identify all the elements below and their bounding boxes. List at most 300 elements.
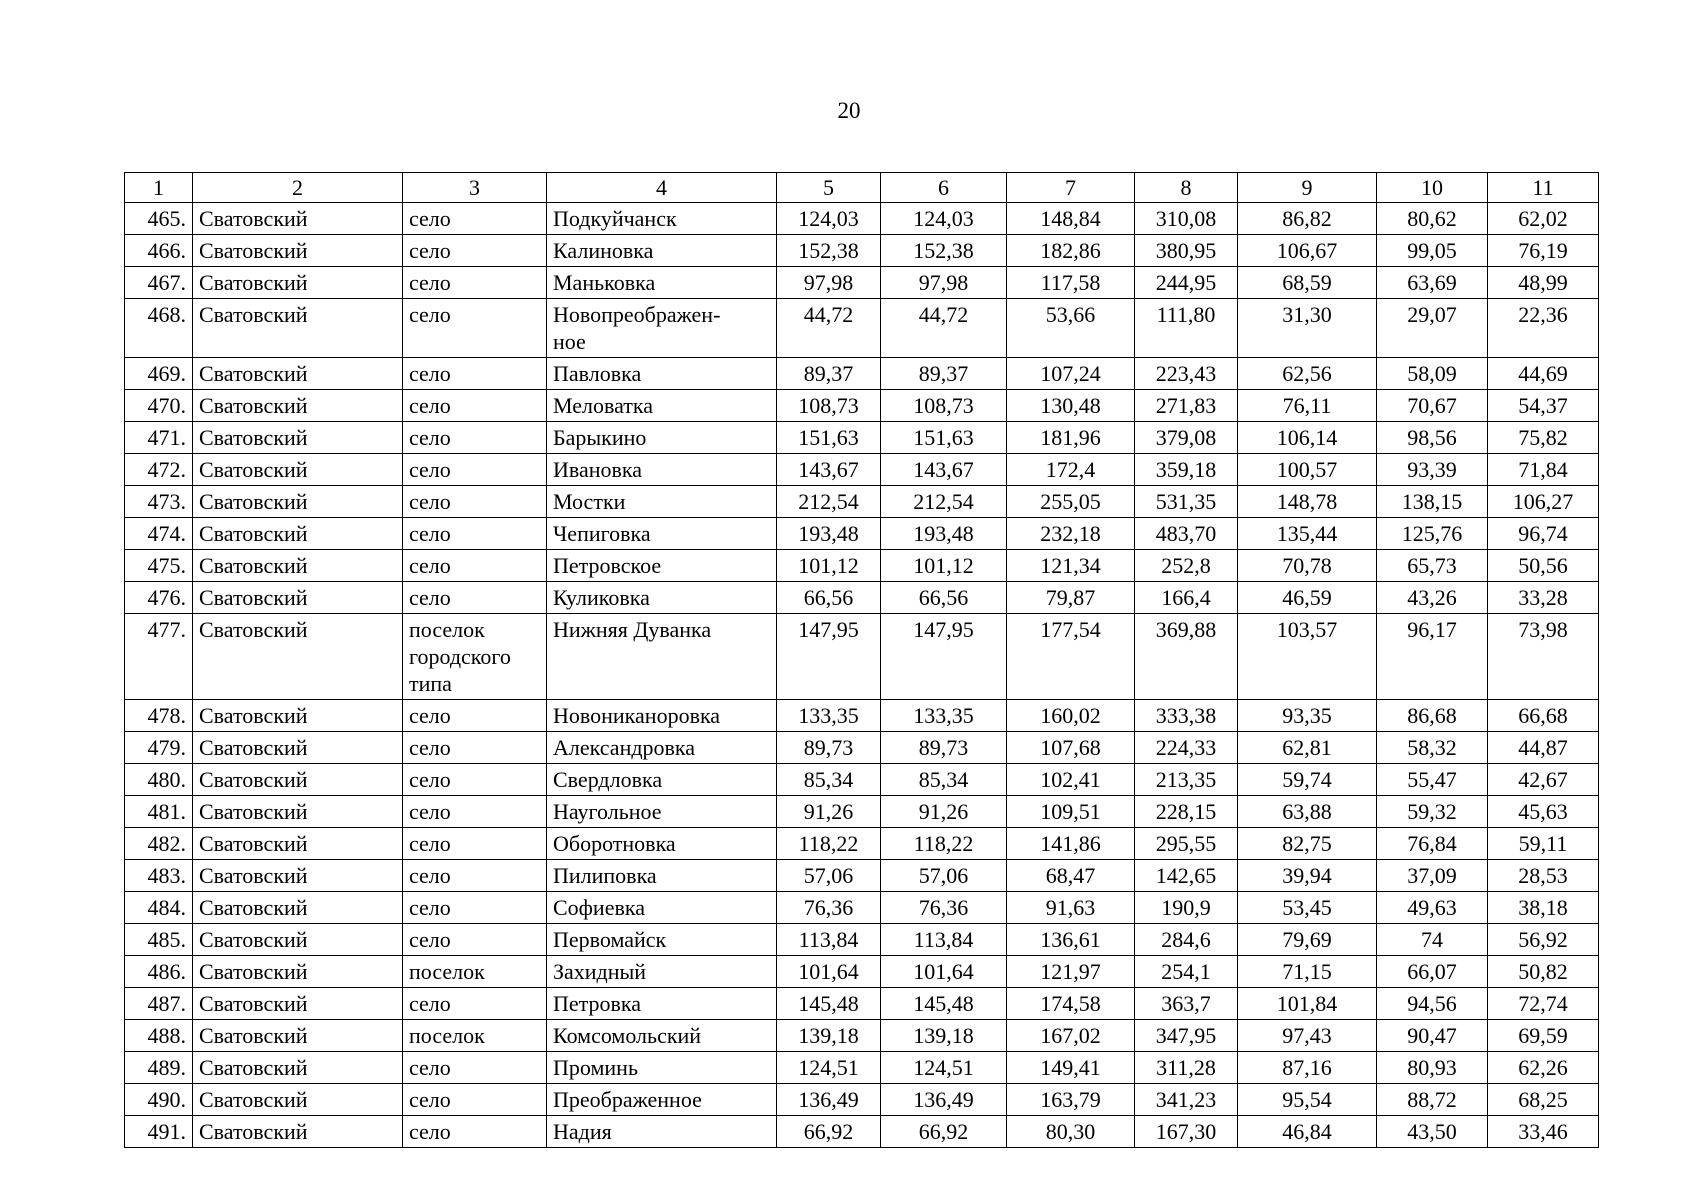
value-col-10: 43,26 — [1377, 582, 1488, 614]
settlement-type: село — [403, 732, 547, 764]
value-col-5: 89,37 — [777, 358, 881, 390]
value-col-11: 33,28 — [1488, 582, 1599, 614]
settlement-type: село — [403, 203, 547, 235]
value-col-8: 341,23 — [1135, 1084, 1238, 1116]
value-col-7: 53,66 — [1007, 299, 1135, 358]
settlement-type: село — [403, 700, 547, 732]
row-number: 491. — [125, 1116, 193, 1148]
value-col-10: 43,50 — [1377, 1116, 1488, 1148]
value-col-5: 147,95 — [777, 614, 881, 700]
table-row — [125, 764, 1599, 796]
value-col-8: 228,15 — [1135, 796, 1238, 828]
value-col-7: 107,24 — [1007, 358, 1135, 390]
value-col-9: 100,57 — [1238, 454, 1377, 486]
settlement-name: Петровское — [547, 550, 777, 582]
value-col-7: 160,02 — [1007, 700, 1135, 732]
table-row — [125, 1116, 1599, 1148]
value-col-11: 50,82 — [1488, 956, 1599, 988]
table-row — [125, 988, 1599, 1020]
settlement-type: село — [403, 358, 547, 390]
settlement-name: Пилиповка — [547, 860, 777, 892]
district: Сватовский — [193, 550, 403, 582]
row-number: 484. — [125, 892, 193, 924]
row-number: 479. — [125, 732, 193, 764]
row-number: 488. — [125, 1020, 193, 1052]
district: Сватовский — [193, 358, 403, 390]
value-col-11: 71,84 — [1488, 454, 1599, 486]
table-row — [125, 422, 1599, 454]
value-col-8: 254,1 — [1135, 956, 1238, 988]
column-header-10: 10 — [1377, 173, 1488, 203]
value-col-8: 190,9 — [1135, 892, 1238, 924]
table-row — [125, 267, 1599, 299]
value-col-11: 62,26 — [1488, 1052, 1599, 1084]
value-col-7: 232,18 — [1007, 518, 1135, 550]
value-col-5: 66,56 — [777, 582, 881, 614]
value-col-9: 93,35 — [1238, 700, 1377, 732]
settlement-type: поселок — [403, 956, 547, 988]
value-col-5: 151,63 — [777, 422, 881, 454]
value-col-6: 152,38 — [881, 235, 1007, 267]
settlement-name: Барыкино — [547, 422, 777, 454]
value-col-9: 87,16 — [1238, 1052, 1377, 1084]
value-col-6: 97,98 — [881, 267, 1007, 299]
district: Сватовский — [193, 454, 403, 486]
value-col-5: 212,54 — [777, 486, 881, 518]
value-col-9: 76,11 — [1238, 390, 1377, 422]
value-col-10: 58,32 — [1377, 732, 1488, 764]
value-col-5: 118,22 — [777, 828, 881, 860]
value-col-7: 149,41 — [1007, 1052, 1135, 1084]
value-col-5: 97,98 — [777, 267, 881, 299]
value-col-5: 143,67 — [777, 454, 881, 486]
table-row — [125, 614, 1599, 700]
settlement-type: село — [403, 550, 547, 582]
value-col-8: 311,28 — [1135, 1052, 1238, 1084]
value-col-7: 141,86 — [1007, 828, 1135, 860]
value-col-9: 63,88 — [1238, 796, 1377, 828]
value-col-8: 333,38 — [1135, 700, 1238, 732]
value-col-6: 44,72 — [881, 299, 1007, 358]
value-col-7: 172,4 — [1007, 454, 1135, 486]
settlement-type: село — [403, 518, 547, 550]
settlement-type: село — [403, 390, 547, 422]
value-col-7: 79,87 — [1007, 582, 1135, 614]
value-col-9: 62,81 — [1238, 732, 1377, 764]
value-col-6: 113,84 — [881, 924, 1007, 956]
settlement-type: село — [403, 235, 547, 267]
value-col-9: 70,78 — [1238, 550, 1377, 582]
value-col-9: 39,94 — [1238, 860, 1377, 892]
table-row — [125, 1084, 1599, 1116]
row-number: 480. — [125, 764, 193, 796]
value-col-7: 91,63 — [1007, 892, 1135, 924]
value-col-11: 96,74 — [1488, 518, 1599, 550]
value-col-8: 166,4 — [1135, 582, 1238, 614]
value-col-5: 101,64 — [777, 956, 881, 988]
settlement-type: село — [403, 1116, 547, 1148]
district: Сватовский — [193, 892, 403, 924]
column-header-8: 8 — [1135, 173, 1238, 203]
value-col-8: 347,95 — [1135, 1020, 1238, 1052]
value-col-9: 62,56 — [1238, 358, 1377, 390]
value-col-10: 90,47 — [1377, 1020, 1488, 1052]
value-col-10: 49,63 — [1377, 892, 1488, 924]
value-col-9: 46,59 — [1238, 582, 1377, 614]
value-col-9: 97,43 — [1238, 1020, 1377, 1052]
district: Сватовский — [193, 267, 403, 299]
value-col-11: 56,92 — [1488, 924, 1599, 956]
settlement-name: Первомайск — [547, 924, 777, 956]
value-col-5: 136,49 — [777, 1084, 881, 1116]
settlement-name: Александровка — [547, 732, 777, 764]
value-col-10: 94,56 — [1377, 988, 1488, 1020]
value-col-9: 31,30 — [1238, 299, 1377, 358]
table-row — [125, 203, 1599, 235]
value-col-11: 76,19 — [1488, 235, 1599, 267]
value-col-5: 57,06 — [777, 860, 881, 892]
value-col-10: 99,05 — [1377, 235, 1488, 267]
table-row — [125, 860, 1599, 892]
value-col-10: 138,15 — [1377, 486, 1488, 518]
value-col-11: 72,74 — [1488, 988, 1599, 1020]
value-col-5: 193,48 — [777, 518, 881, 550]
header-row — [125, 173, 1599, 203]
value-col-11: 44,87 — [1488, 732, 1599, 764]
value-col-6: 66,92 — [881, 1116, 1007, 1148]
table-row — [125, 518, 1599, 550]
value-col-8: 295,55 — [1135, 828, 1238, 860]
value-col-10: 70,67 — [1377, 390, 1488, 422]
settlement-type: село — [403, 299, 547, 358]
row-number: 469. — [125, 358, 193, 390]
value-col-5: 108,73 — [777, 390, 881, 422]
value-col-10: 125,76 — [1377, 518, 1488, 550]
value-col-10: 74 — [1377, 924, 1488, 956]
value-col-11: 75,82 — [1488, 422, 1599, 454]
settlement-name: Надия — [547, 1116, 777, 1148]
district: Сватовский — [193, 700, 403, 732]
settlement-type: село — [403, 764, 547, 796]
district: Сватовский — [193, 422, 403, 454]
column-header-6: 6 — [881, 173, 1007, 203]
value-col-8: 142,65 — [1135, 860, 1238, 892]
value-col-10: 65,73 — [1377, 550, 1488, 582]
settlement-type: поселок — [403, 1020, 547, 1052]
value-col-11: 33,46 — [1488, 1116, 1599, 1148]
table-row — [125, 828, 1599, 860]
settlement-type: село — [403, 988, 547, 1020]
row-number: 489. — [125, 1052, 193, 1084]
value-col-10: 55,47 — [1377, 764, 1488, 796]
column-header-2: 2 — [193, 173, 403, 203]
value-col-9: 148,78 — [1238, 486, 1377, 518]
row-number: 485. — [125, 924, 193, 956]
value-col-10: 37,09 — [1377, 860, 1488, 892]
value-col-11: 66,68 — [1488, 700, 1599, 732]
settlement-type: село — [403, 860, 547, 892]
row-number: 465. — [125, 203, 193, 235]
value-col-8: 213,35 — [1135, 764, 1238, 796]
value-col-8: 284,6 — [1135, 924, 1238, 956]
value-col-10: 80,93 — [1377, 1052, 1488, 1084]
district: Сватовский — [193, 828, 403, 860]
value-col-11: 44,69 — [1488, 358, 1599, 390]
table-row — [125, 582, 1599, 614]
value-col-8: 252,8 — [1135, 550, 1238, 582]
row-number: 481. — [125, 796, 193, 828]
district: Сватовский — [193, 1084, 403, 1116]
settlement-type: село — [403, 422, 547, 454]
value-col-11: 59,11 — [1488, 828, 1599, 860]
value-col-10: 29,07 — [1377, 299, 1488, 358]
value-col-10: 76,84 — [1377, 828, 1488, 860]
value-col-5: 124,51 — [777, 1052, 881, 1084]
value-col-8: 310,08 — [1135, 203, 1238, 235]
page-number: 20 — [837, 98, 861, 123]
value-col-11: 22,36 — [1488, 299, 1599, 358]
settlement-name: Захидный — [547, 956, 777, 988]
settlement-name: Куликовка — [547, 582, 777, 614]
value-col-5: 145,48 — [777, 988, 881, 1020]
settlement-type: село — [403, 796, 547, 828]
value-col-9: 68,59 — [1238, 267, 1377, 299]
settlement-name: Подкуйчанск — [547, 203, 777, 235]
table-row — [125, 235, 1599, 267]
settlement-name: Нижняя Дуванка — [547, 614, 777, 700]
value-col-9: 79,69 — [1238, 924, 1377, 956]
value-col-7: 177,54 — [1007, 614, 1135, 700]
value-col-6: 91,26 — [881, 796, 1007, 828]
value-col-10: 88,72 — [1377, 1084, 1488, 1116]
settlement-name: Маньковка — [547, 267, 777, 299]
value-col-6: 193,48 — [881, 518, 1007, 550]
value-col-11: 69,59 — [1488, 1020, 1599, 1052]
value-col-9: 53,45 — [1238, 892, 1377, 924]
row-number: 474. — [125, 518, 193, 550]
value-col-10: 59,32 — [1377, 796, 1488, 828]
value-col-6: 133,35 — [881, 700, 1007, 732]
value-col-11: 106,27 — [1488, 486, 1599, 518]
district: Сватовский — [193, 732, 403, 764]
value-col-6: 136,49 — [881, 1084, 1007, 1116]
value-col-11: 45,63 — [1488, 796, 1599, 828]
settlement-type: село — [403, 267, 547, 299]
value-col-7: 68,47 — [1007, 860, 1135, 892]
district: Сватовский — [193, 860, 403, 892]
value-col-7: 182,86 — [1007, 235, 1135, 267]
district: Сватовский — [193, 988, 403, 1020]
value-col-11: 50,56 — [1488, 550, 1599, 582]
value-col-8: 379,08 — [1135, 422, 1238, 454]
district: Сватовский — [193, 582, 403, 614]
settlement-name: Софиевка — [547, 892, 777, 924]
settlement-type: село — [403, 892, 547, 924]
table-row — [125, 550, 1599, 582]
value-col-7: 107,68 — [1007, 732, 1135, 764]
district: Сватовский — [193, 796, 403, 828]
settlement-type: село — [403, 924, 547, 956]
value-col-8: 167,30 — [1135, 1116, 1238, 1148]
value-col-11: 28,53 — [1488, 860, 1599, 892]
value-col-7: 121,34 — [1007, 550, 1135, 582]
settlement-type: село — [403, 1052, 547, 1084]
settlement-name: Свердловка — [547, 764, 777, 796]
value-col-6: 151,63 — [881, 422, 1007, 454]
value-col-11: 54,37 — [1488, 390, 1599, 422]
settlement-name: Петровка — [547, 988, 777, 1020]
value-col-8: 111,80 — [1135, 299, 1238, 358]
value-col-5: 152,38 — [777, 235, 881, 267]
value-col-11: 38,18 — [1488, 892, 1599, 924]
value-col-8: 369,88 — [1135, 614, 1238, 700]
value-col-7: 136,61 — [1007, 924, 1135, 956]
row-number: 486. — [125, 956, 193, 988]
value-col-10: 93,39 — [1377, 454, 1488, 486]
row-number: 473. — [125, 486, 193, 518]
value-col-10: 80,62 — [1377, 203, 1488, 235]
row-number: 466. — [125, 235, 193, 267]
settlement-type: село — [403, 1084, 547, 1116]
value-col-9: 101,84 — [1238, 988, 1377, 1020]
value-col-9: 82,75 — [1238, 828, 1377, 860]
column-header-1: 1 — [125, 173, 193, 203]
value-col-8: 271,83 — [1135, 390, 1238, 422]
value-col-10: 96,17 — [1377, 614, 1488, 700]
value-col-9: 86,82 — [1238, 203, 1377, 235]
row-number: 478. — [125, 700, 193, 732]
value-col-8: 380,95 — [1135, 235, 1238, 267]
value-col-9: 71,15 — [1238, 956, 1377, 988]
row-number: 482. — [125, 828, 193, 860]
district: Сватовский — [193, 390, 403, 422]
column-header-4: 4 — [547, 173, 777, 203]
value-col-6: 118,22 — [881, 828, 1007, 860]
district: Сватовский — [193, 956, 403, 988]
value-col-7: 167,02 — [1007, 1020, 1135, 1052]
value-col-5: 76,36 — [777, 892, 881, 924]
value-col-5: 133,35 — [777, 700, 881, 732]
value-col-9: 95,54 — [1238, 1084, 1377, 1116]
settlement-name: Преображенное — [547, 1084, 777, 1116]
value-col-5: 85,34 — [777, 764, 881, 796]
settlement-type: село — [403, 454, 547, 486]
value-col-8: 244,95 — [1135, 267, 1238, 299]
settlement-name: Новопреображен- ное — [547, 299, 777, 358]
table-row — [125, 1020, 1599, 1052]
settlement-name: Новониканоровка — [547, 700, 777, 732]
value-col-11: 48,99 — [1488, 267, 1599, 299]
row-number: 477. — [125, 614, 193, 700]
settlement-name: Павловка — [547, 358, 777, 390]
row-number: 475. — [125, 550, 193, 582]
value-col-9: 135,44 — [1238, 518, 1377, 550]
settlement-name: Проминь — [547, 1052, 777, 1084]
row-number: 467. — [125, 267, 193, 299]
value-col-7: 102,41 — [1007, 764, 1135, 796]
table-row — [125, 700, 1599, 732]
value-col-6: 66,56 — [881, 582, 1007, 614]
value-col-7: 109,51 — [1007, 796, 1135, 828]
district: Сватовский — [193, 614, 403, 700]
value-col-8: 363,7 — [1135, 988, 1238, 1020]
settlement-name: Оборотновка — [547, 828, 777, 860]
value-col-6: 101,64 — [881, 956, 1007, 988]
district: Сватовский — [193, 924, 403, 956]
value-col-7: 117,58 — [1007, 267, 1135, 299]
value-col-6: 124,51 — [881, 1052, 1007, 1084]
value-col-9: 59,74 — [1238, 764, 1377, 796]
column-header-11: 11 — [1488, 173, 1599, 203]
value-col-9: 103,57 — [1238, 614, 1377, 700]
district: Сватовский — [193, 1052, 403, 1084]
district: Сватовский — [193, 235, 403, 267]
table-row — [125, 924, 1599, 956]
settlements-table — [124, 172, 1599, 1148]
value-col-10: 66,07 — [1377, 956, 1488, 988]
settlement-name: Калиновка — [547, 235, 777, 267]
district: Сватовский — [193, 299, 403, 358]
value-col-6: 212,54 — [881, 486, 1007, 518]
value-col-7: 80,30 — [1007, 1116, 1135, 1148]
column-header-9: 9 — [1238, 173, 1377, 203]
value-col-11: 42,67 — [1488, 764, 1599, 796]
settlement-type: село — [403, 582, 547, 614]
value-col-6: 139,18 — [881, 1020, 1007, 1052]
value-col-7: 181,96 — [1007, 422, 1135, 454]
value-col-6: 147,95 — [881, 614, 1007, 700]
settlement-name: Меловатка — [547, 390, 777, 422]
district: Сватовский — [193, 518, 403, 550]
value-col-9: 106,14 — [1238, 422, 1377, 454]
value-col-7: 163,79 — [1007, 1084, 1135, 1116]
value-col-5: 124,03 — [777, 203, 881, 235]
settlement-name: Мостки — [547, 486, 777, 518]
value-col-6: 89,73 — [881, 732, 1007, 764]
table-row — [125, 1052, 1599, 1084]
value-col-5: 44,72 — [777, 299, 881, 358]
settlement-name: Чепиговка — [547, 518, 777, 550]
table-row — [125, 358, 1599, 390]
value-col-6: 89,37 — [881, 358, 1007, 390]
column-header-7: 7 — [1007, 173, 1135, 203]
value-col-8: 483,70 — [1135, 518, 1238, 550]
table-row — [125, 390, 1599, 422]
row-number: 468. — [125, 299, 193, 358]
value-col-6: 143,67 — [881, 454, 1007, 486]
value-col-9: 46,84 — [1238, 1116, 1377, 1148]
settlement-type: село — [403, 486, 547, 518]
value-col-7: 121,97 — [1007, 956, 1135, 988]
value-col-7: 174,58 — [1007, 988, 1135, 1020]
table-row — [125, 892, 1599, 924]
value-col-6: 108,73 — [881, 390, 1007, 422]
settlement-name: Наугольное — [547, 796, 777, 828]
value-col-8: 224,33 — [1135, 732, 1238, 764]
row-number: 472. — [125, 454, 193, 486]
value-col-9: 106,67 — [1238, 235, 1377, 267]
district: Сватовский — [193, 203, 403, 235]
value-col-8: 531,35 — [1135, 486, 1238, 518]
settlement-type: поселок городского типа — [403, 614, 547, 700]
value-col-6: 101,12 — [881, 550, 1007, 582]
district: Сватовский — [193, 1116, 403, 1148]
column-header-3: 3 — [403, 173, 547, 203]
row-number: 483. — [125, 860, 193, 892]
value-col-6: 85,34 — [881, 764, 1007, 796]
value-col-8: 223,43 — [1135, 358, 1238, 390]
table-row — [125, 486, 1599, 518]
